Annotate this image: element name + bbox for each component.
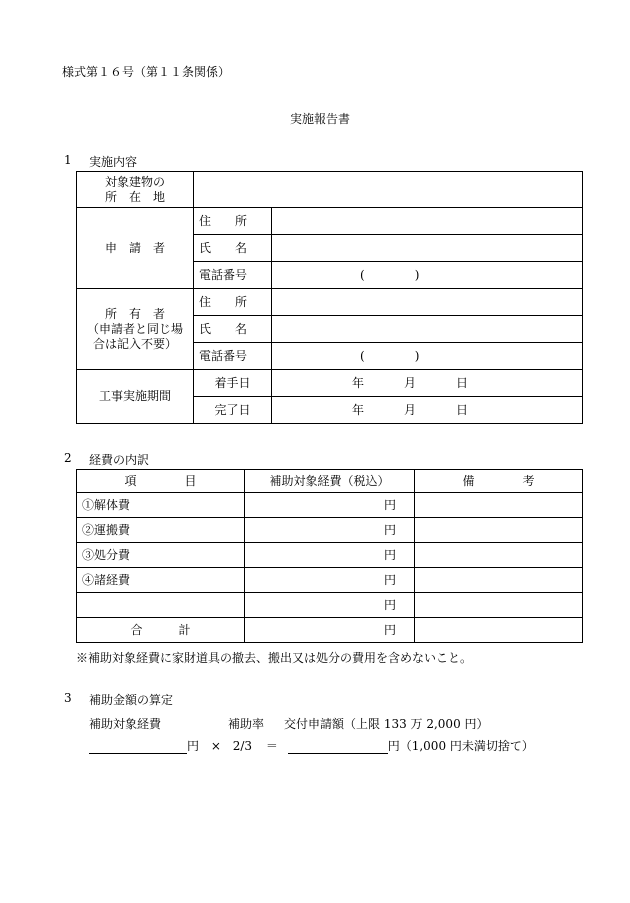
subsidy-cost-input[interactable] — [89, 739, 187, 754]
label-subsidy-cost: 補助対象経費 — [89, 717, 162, 731]
section3-number: 3 — [64, 691, 72, 705]
label-grant-amount: 交付申請額（上限 133 万 2,000 円） — [284, 717, 489, 731]
grant-amount-input[interactable] — [288, 739, 388, 754]
total-note-field[interactable] — [415, 618, 583, 643]
form-number: 様式第１６号（第１１条関係） — [62, 65, 231, 79]
total-cost-field[interactable]: 円 — [245, 618, 415, 643]
times-sign: × — [210, 739, 221, 753]
cost-field[interactable]: 円 — [245, 568, 415, 593]
page-title: 実施報告書 — [290, 112, 351, 126]
cost-field[interactable]: 円 — [245, 593, 415, 618]
section2-heading: 経費の内訳 — [89, 453, 150, 467]
cost-footnote: ※補助対象経費に家財道具の撤去、搬出又は処分の費用を含めないこと。 — [76, 651, 473, 665]
label-subsidy-rate: 補助率 — [228, 717, 265, 731]
note-field[interactable] — [415, 543, 583, 568]
equals-sign: ＝ — [265, 739, 278, 753]
applicant-address-field[interactable] — [272, 208, 583, 235]
calc-line: 円 × 2/3 ＝ 円（1,000 円未満切捨て） — [89, 737, 534, 754]
applicant-name-field[interactable] — [272, 235, 583, 262]
building-location-label: 対象建物の 所 在 地 — [77, 172, 194, 208]
note-field[interactable] — [415, 493, 583, 518]
section1-heading: 実施内容 — [89, 155, 138, 169]
cost-breakdown-table — [76, 469, 583, 643]
end-date-label: 完了日 — [194, 397, 272, 424]
rate-value: 2/3 — [232, 739, 253, 753]
owner-address-field[interactable] — [272, 289, 583, 316]
start-date-field[interactable]: 年 月 日 — [272, 370, 583, 397]
owner-address-label: 住 所 — [194, 289, 272, 316]
start-date-label: 着手日 — [194, 370, 272, 397]
table-row-item: ①解体費 — [77, 493, 245, 518]
col-note-header: 備 考 — [415, 470, 583, 493]
col-cost-header: 補助対象経費（税込） — [245, 470, 415, 493]
applicant-label: 申 請 者 — [77, 208, 194, 289]
section1-number: 1 — [64, 153, 72, 167]
owner-label: 所 有 者 （申請者と同じ場 合は記入不要） — [77, 289, 194, 370]
applicant-phone-label: 電話番号 — [194, 262, 272, 289]
building-location-field[interactable] — [194, 172, 583, 208]
section2-number: 2 — [64, 451, 72, 465]
cost-field[interactable]: 円 — [245, 518, 415, 543]
cost-field[interactable]: 円 — [245, 543, 415, 568]
applicant-address-label: 住 所 — [194, 208, 272, 235]
rounding-note: 円（1,000 円未満切捨て） — [387, 739, 534, 753]
table-row-item: ②運搬費 — [77, 518, 245, 543]
section3-heading: 補助金額の算定 — [89, 693, 174, 707]
owner-name-field[interactable] — [272, 316, 583, 343]
table-row-item: ④諸経費 — [77, 568, 245, 593]
period-label: 工事実施期間 — [77, 370, 194, 424]
cost-field[interactable]: 円 — [245, 493, 415, 518]
owner-phone-label: 電話番号 — [194, 343, 272, 370]
owner-phone-field[interactable]: ( ) — [272, 343, 583, 370]
note-field[interactable] — [415, 518, 583, 543]
note-field[interactable] — [415, 568, 583, 593]
table-row-item: ③処分費 — [77, 543, 245, 568]
total-label: 合 計 — [77, 618, 245, 643]
note-field[interactable] — [415, 593, 583, 618]
implementation-table — [76, 171, 583, 424]
applicant-name-label: 氏 名 — [194, 235, 272, 262]
col-item-header: 項 目 — [77, 470, 245, 493]
end-date-field[interactable]: 年 月 日 — [272, 397, 583, 424]
applicant-phone-field[interactable]: ( ) — [272, 262, 583, 289]
owner-name-label: 氏 名 — [194, 316, 272, 343]
table-row-item-blank[interactable] — [77, 593, 245, 618]
